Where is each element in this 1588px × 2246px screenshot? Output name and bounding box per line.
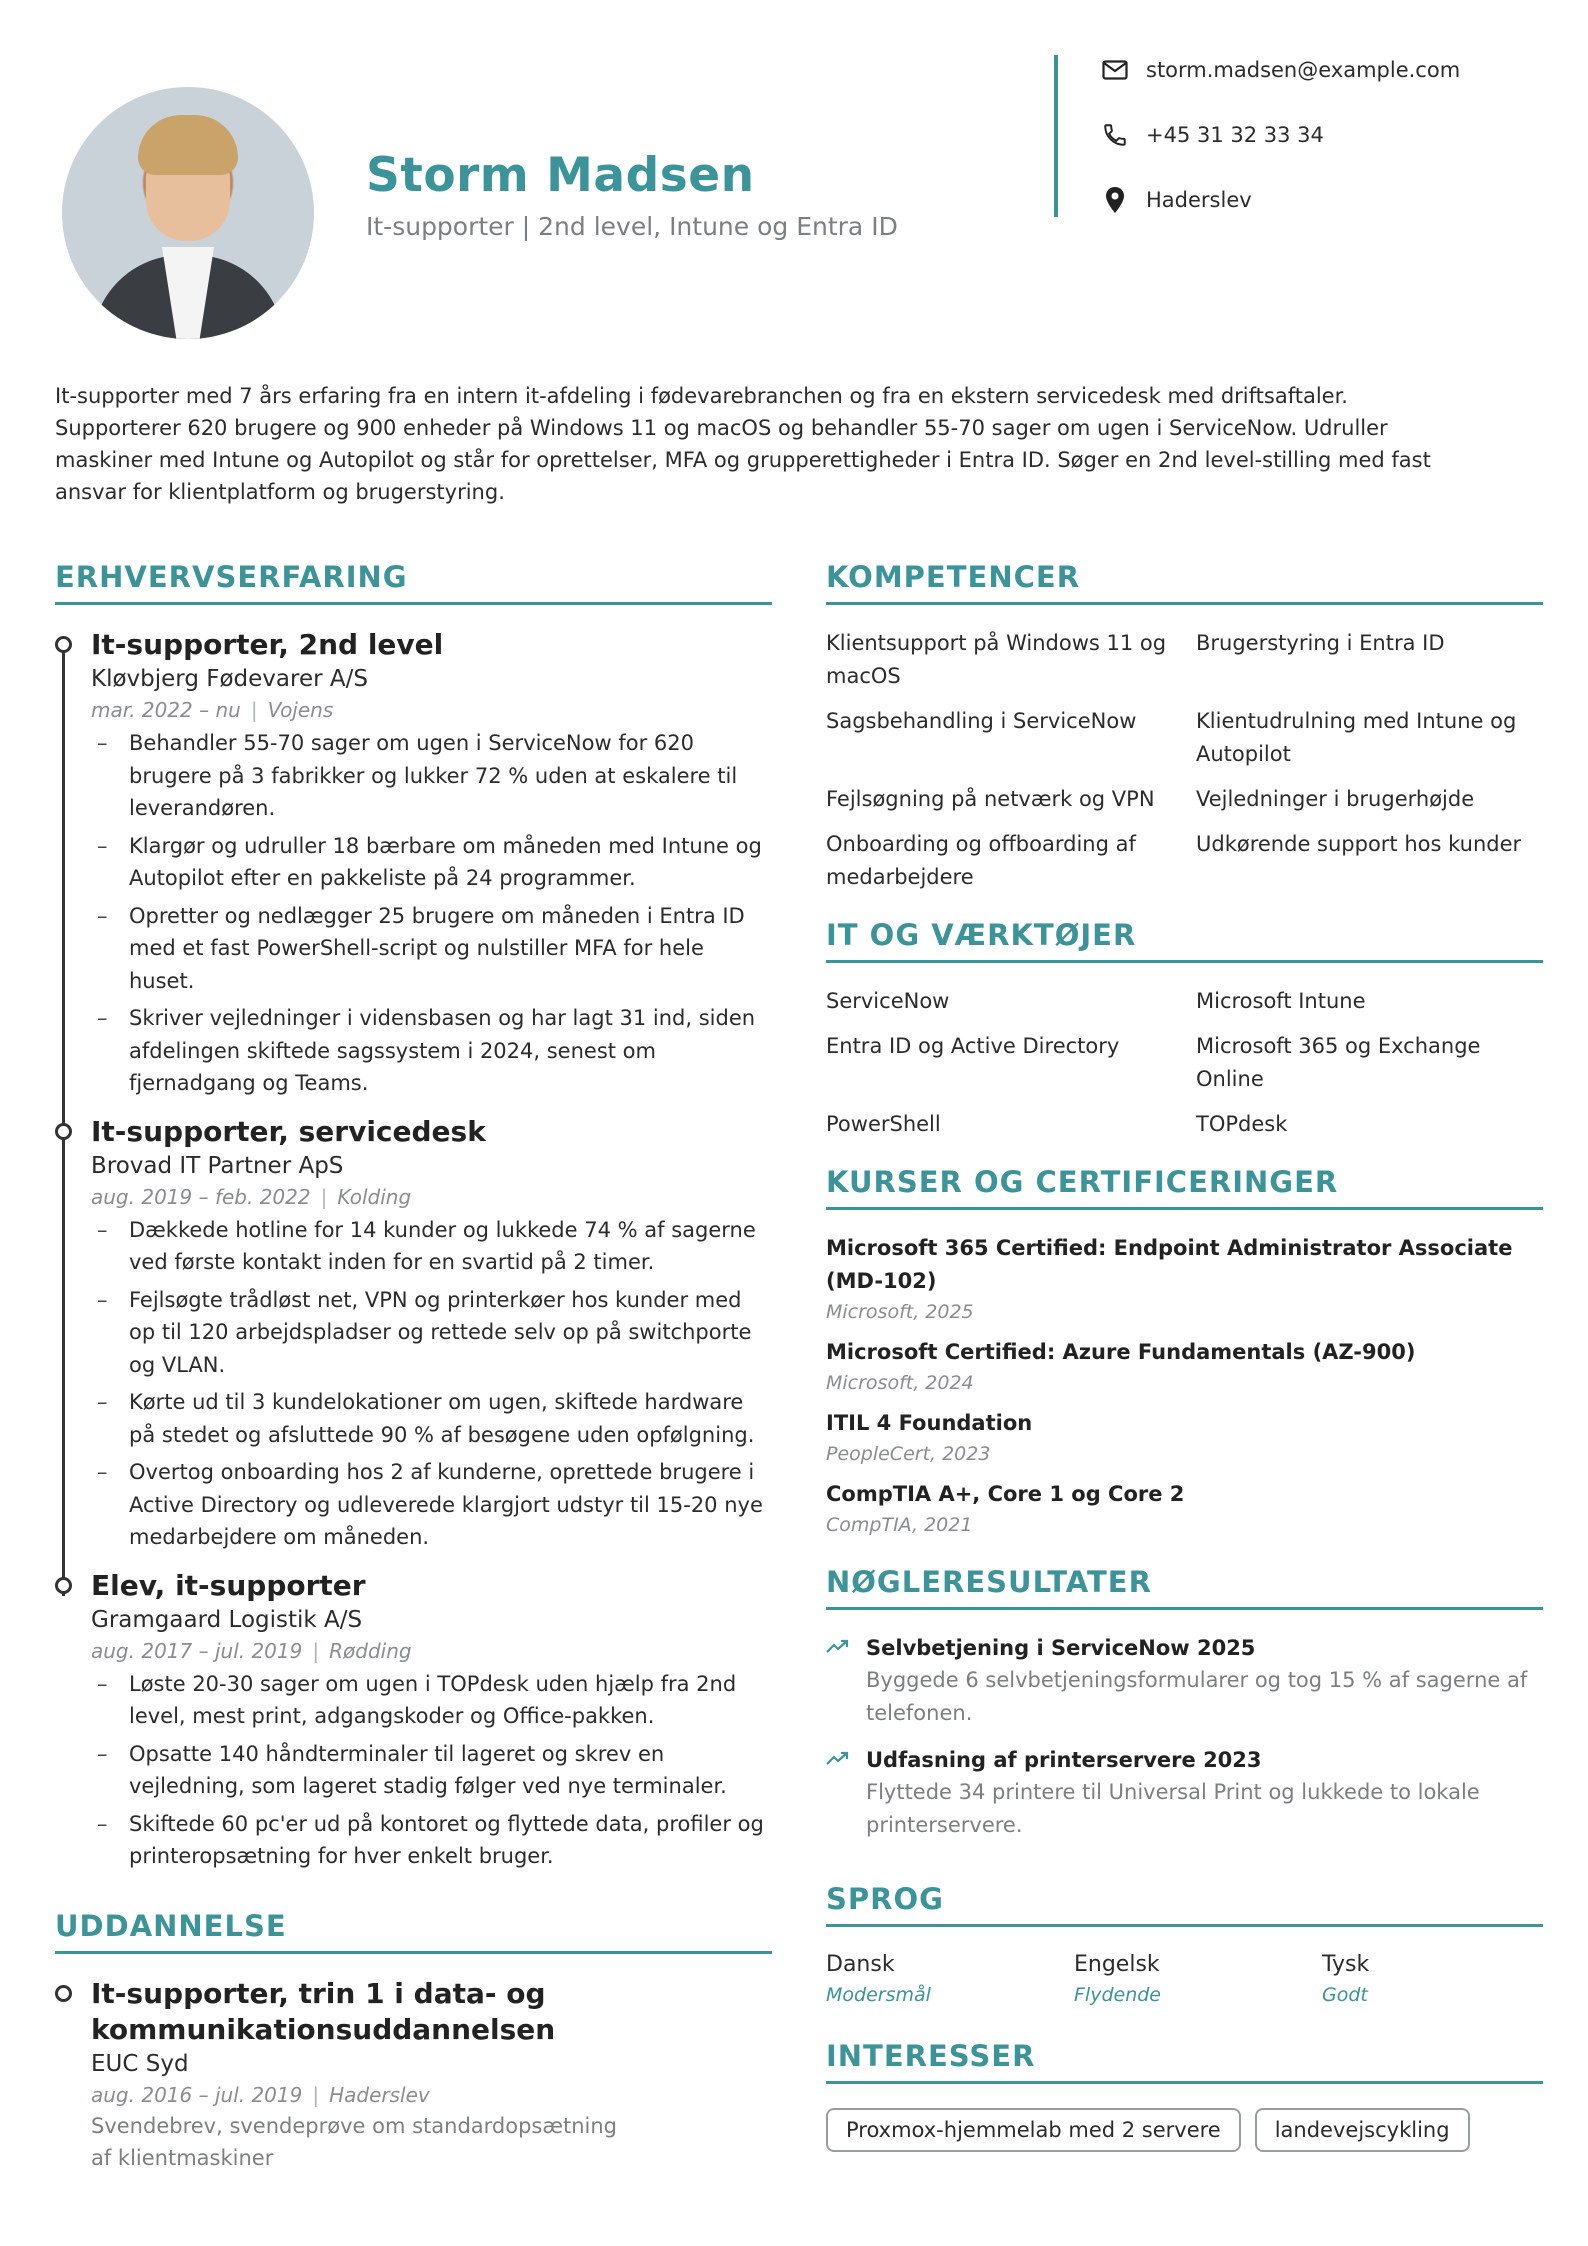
profile-photo [62,87,314,339]
job-bullets [91,727,772,1100]
cert-issuer: Microsoft, 2024 [826,1372,974,1394]
job-meta: aug. 2019 – feb. 2022 | Kolding [91,1184,412,1209]
tool-item: Microsoft Intune [1196,989,1366,1013]
certs-list [826,1232,1543,1539]
skill-item: Fejlsøgning på netværk og VPN [826,787,1155,811]
language-level: Modersmål [826,1984,931,2006]
contact-phone[interactable] [1100,120,1324,150]
job-meta: aug. 2017 – jul. 2019 | Rødding [91,1638,412,1663]
timeline-dot [55,1985,72,2002]
skills-heading: KOMPETENCER [826,560,1543,605]
tools-heading: IT OG VÆRKTØJER [826,918,1543,963]
language-name: Dansk [826,1952,895,1977]
tools-grid [826,985,1543,1153]
job-bullet: – Overtog onboarding hos 2 af kunderne, oprettede brugere i Active Directory og udleverede klargjort udstyr til 15-20 nye medarbejdere om måneden. [91,1456,772,1554]
candidate-name: Storm Madsen [366,148,755,203]
job-bullets [91,1668,772,1873]
cert-issuer: PeopleCert, 2023 [826,1443,991,1465]
skill-item: Udkørende support hos kunder [1196,832,1522,856]
job-entry [91,1568,772,1873]
result-desc: Byggede 6 selvbetjeningsformularer og tog 15 % af sagerne af telefonen. [866,1668,1528,1725]
result-item [826,1632,1543,1730]
job-title: Elev, it-supporter [91,1568,366,1602]
contact-email[interactable] [1100,55,1460,85]
location-text: Haderslev [1146,188,1252,212]
job-bullet: – Opsatte 140 håndterminaler til lageret og skrev en vejledning, som lageret stadig følger ved nye terminaler. [91,1738,772,1803]
job-entry [91,1114,772,1554]
cert-issuer: Microsoft, 2025 [826,1301,974,1323]
education-heading: UDDANNELSE [55,1909,772,1954]
trending-up-icon [826,1638,850,1658]
languages-list [826,1949,1543,2009]
cert-name: ITIL 4 Foundation [826,1411,1033,1435]
cert-name: Microsoft 365 Certified: Endpoint Administrator Associate (MD-102) [826,1236,1513,1293]
tool-item: PowerShell [826,1112,941,1136]
language-item [826,1949,1074,2009]
job-bullet: – Skriver vejledninger i vidensbasen og har lagt 31 ind, siden afdelingen skiftede sagssystem i 2024, senest om fjernadgang og Teams. [91,1002,772,1100]
education-desc: Svendebrev, svendeprøve om standardopsætning af klientmaskiner [91,2113,618,2170]
cert-item [826,1478,1543,1539]
skill-item: Brugerstyring i Entra ID [1196,631,1445,655]
skill-item: Klientudrulning med Intune og Autopilot [1196,709,1517,766]
contact-location [1100,185,1252,215]
job-bullets [91,1214,772,1554]
language-level: Flydende [1074,1984,1161,2006]
job-bullet: – Løste 20-30 sager om ugen i TOPdesk uden hjælp fra 2nd level, mest print, adgangskoder og Office-pakken. [91,1668,772,1733]
education-timeline [55,1976,772,2174]
education-entry [91,1976,772,2174]
job-company: Gramgaard Logistik A/S [91,1606,363,1633]
job-bullet: – Dækkede hotline for 14 kunder og lukkede 74 % af sagerne ved første kontakt inden for en svartid på 2 timer. [91,1214,772,1279]
job-title: It-supporter, 2nd level [91,628,444,661]
education-title: It-supporter, trin 1 i data- og kommunikationsuddannelsen [91,1976,556,2046]
cert-issuer: CompTIA, 2021 [826,1514,973,1536]
language-item [1322,1949,1542,2009]
interests-tags [826,2108,1543,2152]
timeline-dot [55,636,72,653]
job-period: mar. 2022 – nu [91,698,241,722]
education-place: Haderslev [329,2082,430,2107]
results-heading: NØGLERESULTATER [826,1565,1543,1610]
cert-item [826,1407,1543,1468]
cert-name: CompTIA A+, Core 1 og Core 2 [826,1482,1185,1506]
job-bullet: – Opretter og nedlægger 25 brugere om måneden i Entra ID med et fast PowerShell-script og nulstiller MFA for hele huset. [91,900,772,998]
result-title: Selvbetjening i ServiceNow 2025 [866,1636,1256,1660]
job-title: It-supporter, servicedesk [91,1114,486,1148]
experience-heading: ERHVERVSERFARING [55,560,772,605]
cert-name: Microsoft Certified: Azure Fundamentals (AZ-900) [826,1340,1416,1364]
phone-icon [1100,120,1130,150]
job-period: aug. 2019 – feb. 2022 [91,1184,311,1209]
tool-item: TOPdesk [1196,1112,1288,1136]
language-level: Godt [1322,1984,1368,2006]
job-bullet: – Fejlsøgte trådløst net, VPN og printerkøer hos kunder med op til 120 arbejdspladser og rettede selv op på switchporte og VLAN. [91,1284,772,1382]
candidate-subtitle: It-supporter | 2nd level, Intune og Entra ID [366,212,898,241]
tool-item: Microsoft 365 og Exchange Online [1196,1034,1481,1091]
education-period: aug. 2016 – jul. 2019 [91,2082,303,2107]
profile-summary: It-supporter med 7 års erfaring fra en intern it-afdeling i fødevarebranchen og fra en ekstern servicedesk med driftsaftaler. Supporterer 620 brugere og 900 enheder på Windows 11 og macOS og behandler 55-70 sager om ugen i ServiceNow. Udruller maskiner med Intune og Autopilot og står for oprettelser, MFA og grupperettigheder i Entra ID. Søger en 2nd level-stilling med fast ansvar for klientplatform og brugerstyring. [55,384,1431,504]
language-item [1074,1949,1322,2009]
timeline-dot [55,1123,72,1140]
trending-up-icon [826,1750,850,1770]
job-place: Rødding [329,1638,412,1663]
cert-item [826,1232,1543,1326]
skill-item: Vejledninger i brugerhøjde [1196,787,1475,811]
interest-tag: landevejscykling [1255,2108,1470,2152]
languages-heading: SPROG [826,1882,1543,1927]
certs-heading: KURSER OG CERTIFICERINGER [826,1165,1543,1210]
job-bullet: – Behandler 55-70 sager om ugen i ServiceNow for 620 brugere på 3 fabrikker og lukker 72 % uden at eskalere til leverandøren. [91,727,772,825]
skill-item: Klientsupport på Windows 11 og macOS [826,631,1167,688]
left-column [55,560,772,2188]
result-item [826,1744,1543,1842]
interest-tag: Proxmox-hjemmelab med 2 servere [826,2108,1241,2152]
education-meta: aug. 2016 – jul. 2019 | Haderslev [91,2082,430,2107]
job-place: Kolding [337,1184,412,1209]
email-text: storm.madsen@example.com [1146,58,1461,82]
result-desc: Flyttede 34 printere til Universal Print og lukkede to lokale printerservere. [866,1780,1480,1837]
job-place: Vojens [267,698,334,722]
timeline-dot [55,1577,72,1594]
job-entry [91,627,772,1100]
job-meta: mar. 2022 – nu | Vojens [91,698,334,722]
job-bullet: – Klargør og udruller 18 bærbare om måneden med Intune og Autopilot efter en pakkeliste på 24 programmer. [91,830,772,895]
job-bullet: – Skiftede 60 pc'er ud på kontoret og flyttede data, profiler og printeropsætning for hver enkelt bruger. [91,1808,772,1873]
skill-item: Onboarding og offboarding af medarbejdere [826,832,1136,889]
map-pin-icon [1100,185,1130,215]
contact-divider [1054,55,1058,217]
experience-timeline [55,627,772,1873]
job-bullet: – Kørte ud til 3 kundelokationer om ugen, skiftede hardware på stedet og afsluttede 90 % af besøgene uden opfølgning. [91,1386,772,1451]
job-company: Brovad IT Partner ApS [91,1152,344,1179]
language-name: Tysk [1322,1952,1370,1977]
tool-item: Entra ID og Active Directory [826,1034,1120,1058]
skill-item: Sagsbehandling i ServiceNow [826,709,1137,733]
cert-item [826,1336,1543,1397]
job-period: aug. 2017 – jul. 2019 [91,1638,303,1663]
tool-item: ServiceNow [826,989,950,1013]
timeline-line [62,641,65,1596]
right-column [826,560,1543,2152]
language-name: Engelsk [1074,1952,1160,1977]
interests-heading: INTERESSER [826,2039,1543,2084]
phone-text: +45 31 32 33 34 [1146,123,1324,147]
result-title: Udfasning af printerservere 2023 [866,1748,1262,1772]
skills-grid [826,627,1543,906]
education-school: EUC Syd [91,2050,189,2077]
mail-icon [1100,55,1130,85]
job-company: Kløvbjerg Fødevarer A/S [91,666,368,692]
